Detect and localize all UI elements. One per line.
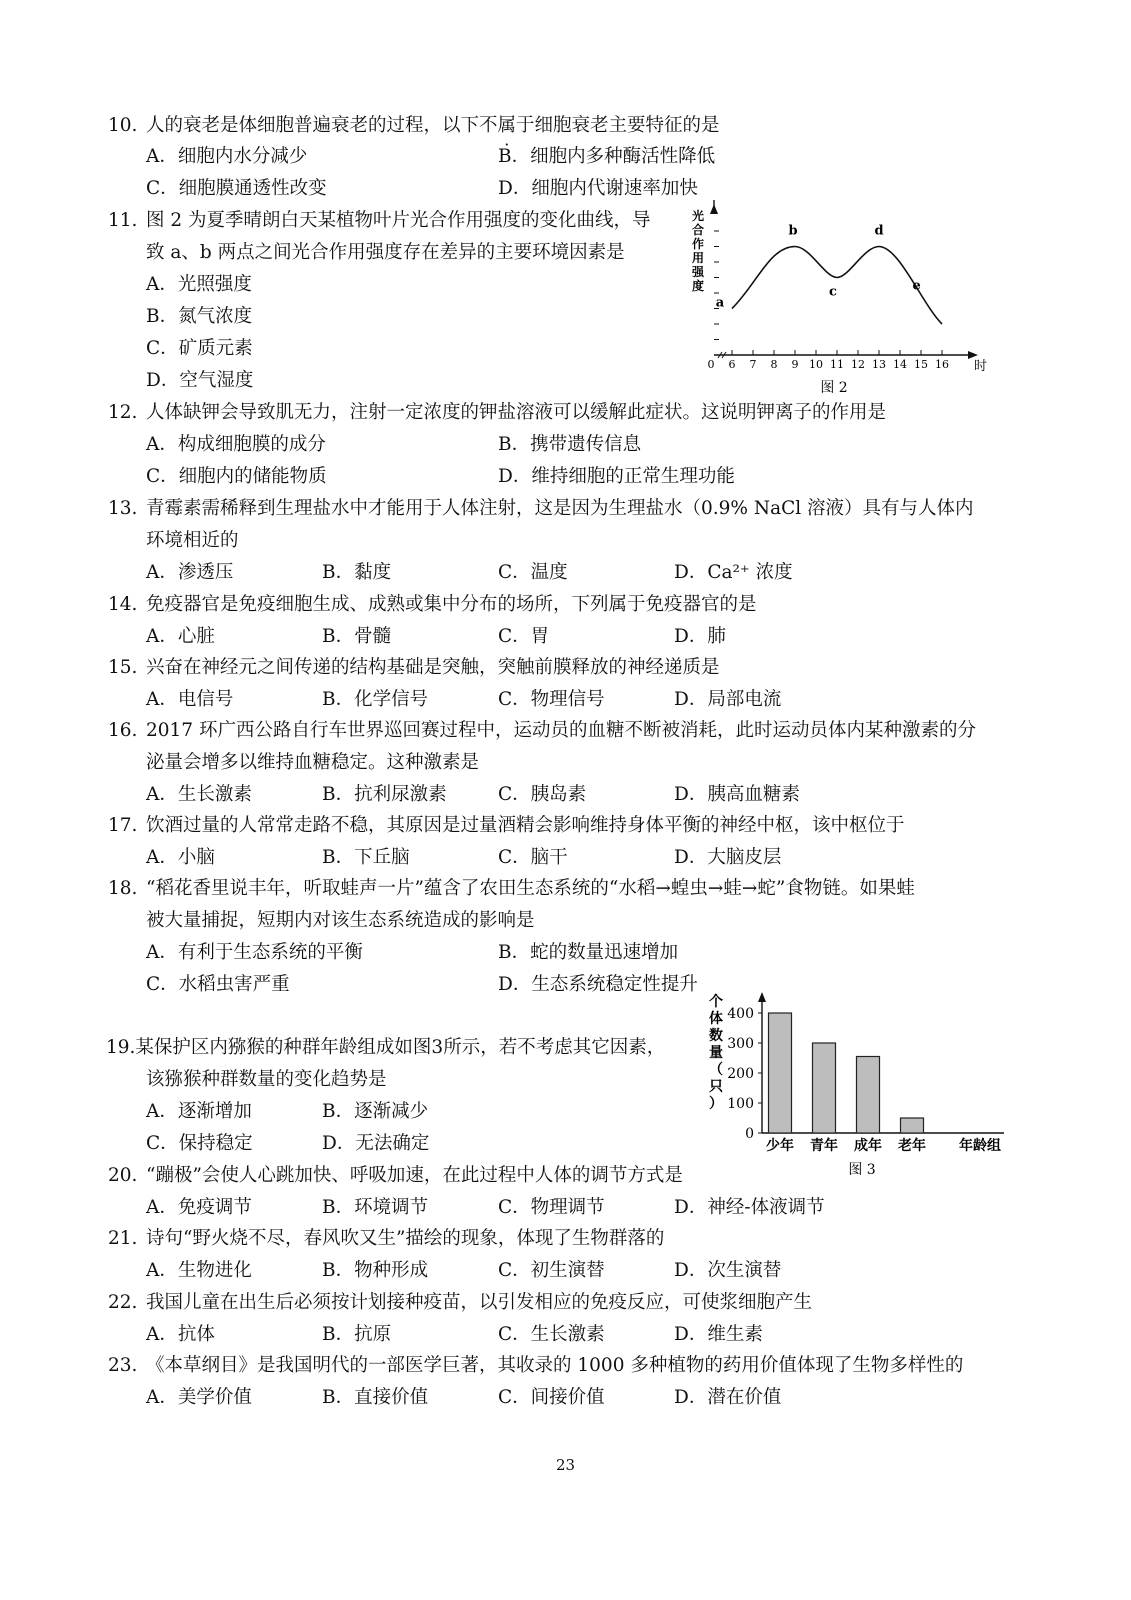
- option-b: B．物种形成: [322, 1260, 429, 1281]
- point-label: e: [912, 278, 921, 294]
- question-14: [108, 589, 757, 621]
- option-d: D．次生演替: [674, 1260, 782, 1281]
- y-axis-label-char: 作: [691, 237, 705, 251]
- bar: [813, 1043, 836, 1133]
- x-tick-label: 13: [872, 358, 886, 371]
- y-axis-label-char: 量: [709, 1045, 723, 1061]
- question-stem: “稻花香里说丰年，听取蛙声一片”蕴含了农田生态系统的“水稻→蝗虫→蛙→蛇”食物链。如果蛙: [146, 878, 915, 899]
- point-label: b: [788, 223, 798, 239]
- option-c: C．胰岛素: [498, 784, 587, 805]
- x-tick-label: 12: [851, 358, 865, 371]
- y-axis-label-char: 用: [691, 251, 705, 265]
- option-b: B．氮气浓度: [146, 306, 253, 327]
- bar: [769, 1013, 792, 1133]
- options-row: [146, 779, 1026, 811]
- option-a: A．构成细胞膜的成分: [146, 434, 326, 455]
- question-number: 15.: [108, 657, 138, 678]
- option-c: C．保持稳定: [146, 1133, 253, 1154]
- options-row: [146, 937, 1026, 969]
- option-a: A．有利于生态系统的平衡: [146, 942, 363, 963]
- y-tick-label: 300: [727, 1036, 754, 1052]
- x-tick-label: 15: [914, 358, 928, 371]
- x-tick-label: 0: [707, 358, 715, 371]
- option-a: A．免疫调节: [146, 1197, 252, 1218]
- option-d: D．空气湿度: [146, 370, 254, 391]
- y-axis-label-char: 强: [691, 265, 705, 279]
- option-c: C．物理调节: [498, 1197, 605, 1218]
- point-label: c: [829, 284, 837, 300]
- page-number: 23: [555, 1456, 576, 1474]
- question-stem-line2: 泌量会增多以维持血糖稳定。这种激素是: [146, 752, 480, 773]
- question-number: 16.: [108, 720, 138, 741]
- y-axis-label-char: 度: [691, 279, 705, 293]
- option-a: A．光照强度: [146, 274, 252, 295]
- option-b: B．黏度: [322, 562, 392, 583]
- x-tick-label: 8: [770, 358, 778, 371]
- option-a: A．电信号: [146, 689, 234, 710]
- category-label: 老年: [898, 1138, 926, 1154]
- y-axis-label-char: 个: [709, 994, 723, 1010]
- question-number: 13.: [108, 498, 138, 519]
- question-stem: 某保护区内猕猴的种群年龄组成如图3所示，若不考虑其它因素，: [135, 1037, 666, 1058]
- figure-caption: 图 2: [820, 380, 848, 396]
- options-row: [146, 301, 646, 333]
- question-18: [108, 873, 915, 905]
- x-tick-label: 14: [893, 358, 907, 371]
- question-number: 12.: [108, 402, 138, 423]
- y-axis-label-char: 只: [709, 1079, 723, 1095]
- question-number: 10.: [108, 115, 138, 136]
- question-stem: 免疫器官是免疫细胞生成、成熟或集中分布的场所，下列属于免疫器官的是: [146, 594, 757, 615]
- option-c: C．脑干: [498, 847, 568, 868]
- x-axis-arrow: [968, 351, 978, 359]
- y-tick-label: 100: [727, 1096, 754, 1112]
- y-axis-label-char: 体: [709, 1011, 723, 1027]
- option-b: B．环境调节: [322, 1197, 429, 1218]
- options-row: [146, 1192, 1026, 1224]
- options-row: [146, 269, 646, 301]
- options-row: [146, 365, 646, 397]
- option-c: C．细胞内的储能物质: [146, 466, 327, 487]
- option-d: D．维持细胞的正常生理功能: [498, 466, 735, 487]
- options-row: [146, 684, 1026, 716]
- options-row: [146, 621, 1026, 653]
- question-number: 23.: [108, 1355, 138, 1376]
- option-a: A．生长激素: [146, 784, 252, 805]
- option-d: D．大脑皮层: [674, 847, 782, 868]
- question-15: [108, 652, 720, 684]
- option-a: A．细胞内水分减少: [146, 146, 308, 167]
- y-tick-label: 400: [727, 1006, 754, 1022]
- question-stem: 我国儿童在出生后必须按计划接种疫苗，以引发相应的免疫反应，可使浆细胞产生: [146, 1292, 813, 1313]
- question-stem: 诗句“野火烧不尽，春风吹又生”描绘的现象，体现了生物群落的: [146, 1228, 665, 1249]
- option-a: A．小脑: [146, 847, 215, 868]
- question-stem-line2: 被大量捕捉，短期内对该生态系统造成的影响是: [146, 910, 535, 931]
- question-number: 19.: [106, 1037, 136, 1058]
- option-c: C．物理信号: [498, 689, 605, 710]
- question-number: 22.: [108, 1292, 138, 1313]
- option-a: A．逐渐增加: [146, 1101, 252, 1122]
- option-d: D．局部电流: [674, 689, 782, 710]
- question-stem: “蹦极”会使人心跳加快、呼吸加速，在此过程中人体的调节方式是: [146, 1165, 683, 1186]
- options-row: [146, 842, 1026, 874]
- question-stem-line2: 环境相近的: [146, 530, 239, 551]
- question-number: 17.: [108, 815, 138, 836]
- x-tick-label: 11: [830, 358, 844, 371]
- x-tick-label: 16: [935, 358, 949, 371]
- question-stem: 青霉素需稀释到生理盐水中才能用于人体注射，这是因为生理盐水（0.9% NaCl 溶液）具有与人体内: [146, 498, 974, 519]
- question-stem: 人体缺钾会导致肌无力，注射一定浓度的钾盐溶液可以缓解此症状。这说明钾离子的作用是: [146, 402, 887, 423]
- option-b: B．抗原: [322, 1324, 392, 1345]
- question-stem: 图 2 为夏季晴朗白天某植物叶片光合作用强度的变化曲线，导: [146, 210, 651, 231]
- question-number: 18.: [108, 878, 138, 899]
- x-tick-label: 7: [749, 358, 757, 371]
- point-label: a: [715, 295, 725, 311]
- options-row: [146, 461, 1026, 493]
- y-axis-label-char: 数: [709, 1028, 723, 1044]
- options-row: [146, 1255, 1026, 1287]
- option-d: D．维生素: [674, 1324, 763, 1345]
- x-tick-label: 9: [791, 358, 799, 371]
- option-b: B．蛇的数量迅速增加: [498, 942, 679, 963]
- question-stem-end: 细胞衰老主要特征的是: [534, 115, 720, 136]
- option-c: C．胃: [498, 626, 550, 647]
- photosynthesis-curve: [732, 247, 942, 325]
- question-number: 20.: [108, 1165, 138, 1186]
- question-19: [106, 1032, 665, 1064]
- option-a: A．抗体: [146, 1324, 215, 1345]
- question-stem: 兴奋在神经元之间传递的结构基础是突触，突触前膜释放的神经递质是: [146, 657, 720, 678]
- y-axis-arrow: [758, 992, 766, 1002]
- option-b: B．化学信号: [322, 689, 429, 710]
- y-tick-label: 200: [727, 1066, 754, 1082]
- point-label: d: [874, 223, 884, 239]
- option-c: C．水稻虫害严重: [146, 974, 290, 995]
- question-12: [108, 397, 886, 429]
- question-11: [108, 205, 651, 237]
- options-row: [146, 141, 1026, 173]
- options-row: [146, 1382, 1026, 1414]
- option-a: A．心脏: [146, 626, 215, 647]
- question-20: [108, 1160, 683, 1192]
- question-stem-line2: 该猕猴种群数量的变化趋势是: [146, 1069, 387, 1090]
- x-axis-label: 时: [974, 359, 988, 374]
- option-d: D．胰高血糖素: [674, 784, 800, 805]
- bar: [857, 1057, 880, 1134]
- option-a: A．生物进化: [146, 1260, 252, 1281]
- option-d: D．无法确定: [322, 1133, 430, 1154]
- question-21: [108, 1223, 664, 1255]
- y-axis-label-char: 光: [691, 209, 705, 223]
- options-row: [146, 1096, 646, 1128]
- options-row: [146, 1128, 646, 1160]
- question-13: [108, 493, 974, 525]
- option-d: D．细胞内代谢速率加快: [498, 178, 698, 199]
- option-b: B．骨髓: [322, 626, 392, 647]
- category-label: 青年: [810, 1138, 838, 1154]
- option-b: B．抗利尿激素: [322, 784, 447, 805]
- question-16: [108, 715, 976, 747]
- question-stem: 《本草纲目》是我国明代的一部医学巨著，其收录的 1000 多种植物的药用价值体现了生物多样性的: [146, 1355, 964, 1376]
- question-22: [108, 1287, 812, 1319]
- y-axis-label: [709, 993, 723, 1112]
- question-17: [108, 810, 905, 842]
- option-d: D．生态系统稳定性提升: [498, 974, 698, 995]
- figure-3-bar-chart: [704, 990, 1014, 1180]
- y-axis-label: [691, 208, 705, 293]
- options-row: [146, 333, 646, 365]
- y-axis-label-char: ）: [709, 1096, 723, 1112]
- option-b: B．携带遗传信息: [498, 434, 642, 455]
- option-a: A．美学价值: [146, 1387, 252, 1408]
- y-axis-label-char: （: [709, 1062, 723, 1078]
- question-number: 21.: [108, 1228, 138, 1249]
- question-stem: 饮酒过量的人常常走路不稳，其原因是过量酒精会影响维持身体平衡的神经中枢，该中枢位于: [146, 815, 905, 836]
- question-10: [108, 110, 720, 142]
- option-c: C．细胞膜通透性改变: [146, 178, 327, 199]
- question-stem: 2017 环广西公路自行车世界巡回赛过程中，运动员的血糖不断被消耗，此时运动员体内某种激素的分: [146, 720, 976, 741]
- figure-caption: 图 3: [848, 1162, 876, 1178]
- option-b: B．直接价值: [322, 1387, 429, 1408]
- option-d: D．Ca²⁺ 浓度: [674, 562, 793, 583]
- option-d: D．神经-体液调节: [674, 1197, 825, 1218]
- option-c: C．初生演替: [498, 1260, 605, 1281]
- bar: [901, 1118, 924, 1133]
- question-23: [108, 1350, 963, 1382]
- y-axis-arrow: [710, 204, 718, 214]
- option-c: C．温度: [498, 562, 568, 583]
- category-label: 少年: [766, 1138, 794, 1154]
- emphasis-text: 不属于: [479, 115, 535, 136]
- options-row: [146, 557, 1026, 589]
- option-b: B．细胞内多种酶活性降低: [498, 146, 716, 167]
- y-axis-label-char: 合: [691, 223, 705, 237]
- x-tick-label: 6: [728, 358, 736, 371]
- options-row: [146, 429, 1026, 461]
- option-b: B．下丘脑: [322, 847, 410, 868]
- x-tick-label: 10: [809, 358, 823, 371]
- figure-2-line-chart: [688, 200, 998, 400]
- question-stem-line2: 致 a、b 两点之间光合作用强度存在差异的主要环境因素是: [146, 242, 625, 263]
- question-number: 11.: [108, 210, 138, 231]
- option-c: C．间接价值: [498, 1387, 605, 1408]
- options-row: [146, 1319, 1026, 1351]
- option-c: C．生长激素: [498, 1324, 605, 1345]
- y-tick-label: 0: [745, 1126, 754, 1142]
- option-c: C．矿质元素: [146, 338, 253, 359]
- option-d: D．肺: [674, 626, 726, 647]
- option-a: A．渗透压: [146, 562, 234, 583]
- category-label: 成年: [854, 1138, 882, 1154]
- option-b: B．逐渐减少: [322, 1101, 429, 1122]
- question-number: 14.: [108, 594, 138, 615]
- x-axis-label: 年龄组: [959, 1138, 1001, 1154]
- option-d: D．潜在价值: [674, 1387, 782, 1408]
- question-stem: 人的衰老是体细胞普遍衰老的过程，以下: [146, 115, 480, 136]
